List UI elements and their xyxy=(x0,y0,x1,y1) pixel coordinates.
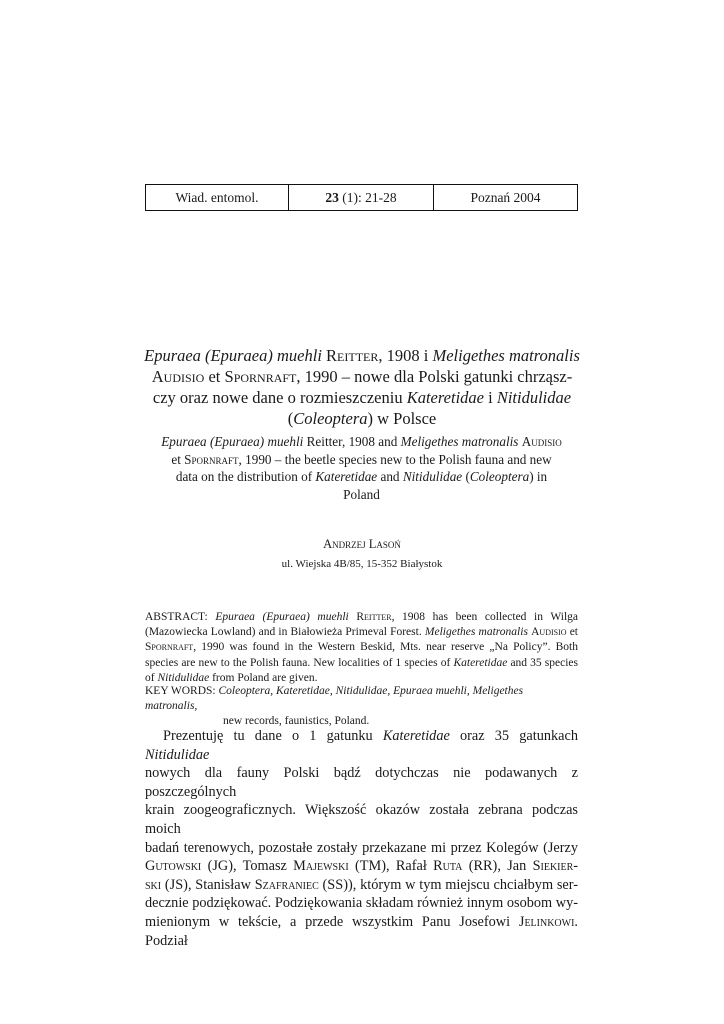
journal-name-cell xyxy=(146,185,289,210)
body-family: Nitidulidae xyxy=(145,746,210,763)
body-person: ski xyxy=(145,876,162,893)
title-en-text: ( xyxy=(465,469,470,484)
abstract-author: Spornraft xyxy=(145,641,194,654)
abstract-label: ABSTRACT: xyxy=(145,611,208,623)
title-pl-text: ) w Polsce xyxy=(367,409,437,428)
key-words xyxy=(145,684,578,730)
body-line: decznie podziękować. Podziękowania składam również innym osobom wy- xyxy=(145,895,578,912)
title-en-species-2: Meligethes matronalis xyxy=(400,434,519,449)
body-text: (JS), Stanisław xyxy=(164,876,251,893)
body-paragraph xyxy=(145,727,578,950)
abstract-author: Audisio xyxy=(531,626,567,639)
issue-pages: (1): 21-28 xyxy=(342,189,397,205)
title-pl-species-1: Epuraea (Epuraea) muehli xyxy=(144,346,322,365)
keywords-rest: new records, faunistics, Poland. xyxy=(223,715,370,728)
keywords-italic: Coleoptera, Kateretidae, Nitidulidae, Epuraea muehli, Meligethes matronalis, xyxy=(145,685,524,713)
abstract-family: Nitidulidae xyxy=(157,671,210,684)
title-en-order: Coleoptera xyxy=(469,469,530,484)
abstract-text: and 35 species of xyxy=(145,656,579,684)
title-pl-author-3: Spornraft xyxy=(224,367,297,386)
title-en-author-2: Audisio xyxy=(521,434,562,449)
body-person: Jelinkowi xyxy=(518,913,575,930)
title-pl-text: i xyxy=(488,388,493,407)
abstract-text: et xyxy=(569,626,579,639)
body-text: (TM), Rafał xyxy=(354,858,427,875)
title-pl-order: Coleoptera xyxy=(293,409,368,428)
title-pl-text: czy oraz nowe dane o rozmieszczeniu xyxy=(152,388,403,407)
title-en-text: ) in xyxy=(529,469,548,484)
title-pl-author-1: Reitter xyxy=(326,346,379,365)
title-en-family-2: Nitidulidae xyxy=(402,469,463,484)
journal-name: Wiad. entomol. xyxy=(175,189,259,205)
title-en-text: Poland xyxy=(343,486,380,502)
journal-header-box xyxy=(145,184,578,211)
abstract-family: Kateretidae xyxy=(453,656,508,669)
title-en-text: Reitter, 1908 and xyxy=(306,434,398,449)
title-pl-family-2: Nitidulidae xyxy=(496,388,572,407)
keywords-label: KEY WORDS: xyxy=(145,685,216,697)
title-pl-text: , 1990 – nowe dla Polski gatunki chrząsz- xyxy=(296,367,573,386)
abstract xyxy=(145,610,578,686)
body-text: (SS)), którym w tym miejscu chciałbym ser- xyxy=(322,876,578,893)
title-en-family-1: Kateretidae xyxy=(315,469,378,484)
volume-cell xyxy=(289,185,434,210)
body-person: Gutowski xyxy=(145,858,202,875)
body-person: Siekier- xyxy=(532,858,579,875)
title-en-author-3: Spornraft xyxy=(184,451,239,467)
body-text: . Podział xyxy=(145,913,578,949)
body-text: oraz 35 gatunkach xyxy=(459,728,578,744)
abstract-species-1: Epuraea (Epuraea) muehli xyxy=(215,611,349,623)
body-text: (RR), Jan xyxy=(468,858,527,875)
place-year: Poznań 2004 xyxy=(470,189,541,205)
abstract-species-2: Meligethes matronalis xyxy=(424,626,528,639)
abstract-author: Reitter xyxy=(356,611,392,623)
title-en-text: and xyxy=(380,469,400,484)
body-person: Ruta xyxy=(433,858,463,875)
body-text: (JG), Tomasz xyxy=(207,858,287,875)
polish-title xyxy=(100,345,624,429)
title-pl-text: et xyxy=(208,367,221,386)
title-en-species-1: Epuraea (Epuraea) muehli xyxy=(161,434,304,449)
body-family: Kateretidae xyxy=(382,728,450,744)
body-person: Szafraniec xyxy=(254,876,319,893)
title-pl-author-2: Audisio xyxy=(151,367,205,386)
body-person: Majewski xyxy=(293,858,349,875)
title-pl-family-1: Kateretidae xyxy=(406,388,484,407)
body-text: Prezentuję tu dane o 1 gatunku xyxy=(163,728,373,744)
title-pl-species-2: Meligethes matronalis xyxy=(432,346,580,365)
title-en-text: data on the distribution of xyxy=(175,469,313,484)
title-pl-text: , 1908 i xyxy=(378,346,429,365)
body-line: badań terenowych, pozostałe zostały przekazane mi przez Kolegów (Jerzy xyxy=(145,839,578,856)
author-address: ul. Wiejska 4B/85, 15-352 Białystok xyxy=(281,558,443,570)
body-line: krain zoogeograficznych. Większość okazów została zebrana podczas moich xyxy=(145,802,578,837)
abstract-text: , 1908 has been collected in Wilga (Mazowiecka Lowland) and in Białowieża Primeval Forest. xyxy=(145,611,579,639)
title-en-text: , 1990 – the beetle species new to the Polish fauna and new xyxy=(238,451,552,467)
body-line: nowych dla fauny Polski bądź dotychczas nie podawanych z poszczególnych xyxy=(145,765,578,800)
title-pl-text: ( xyxy=(287,409,294,428)
body-text: mienionym w tekście, a przede wszystkim Panu Josefowi xyxy=(145,913,511,930)
abstract-text: , 1990 was found in the Western Beskid, Mts. near reserve „Na Policy”. Both species are new to the Polish fauna. New localities of 1 species of xyxy=(145,641,578,669)
title-en-text: et xyxy=(171,451,181,467)
place-year-cell xyxy=(434,185,577,210)
english-title xyxy=(145,433,578,503)
volume-number: 23 xyxy=(325,189,339,205)
author-name: Andrzej Lasoń xyxy=(323,537,401,551)
abstract-text: from Poland are given. xyxy=(212,671,318,684)
